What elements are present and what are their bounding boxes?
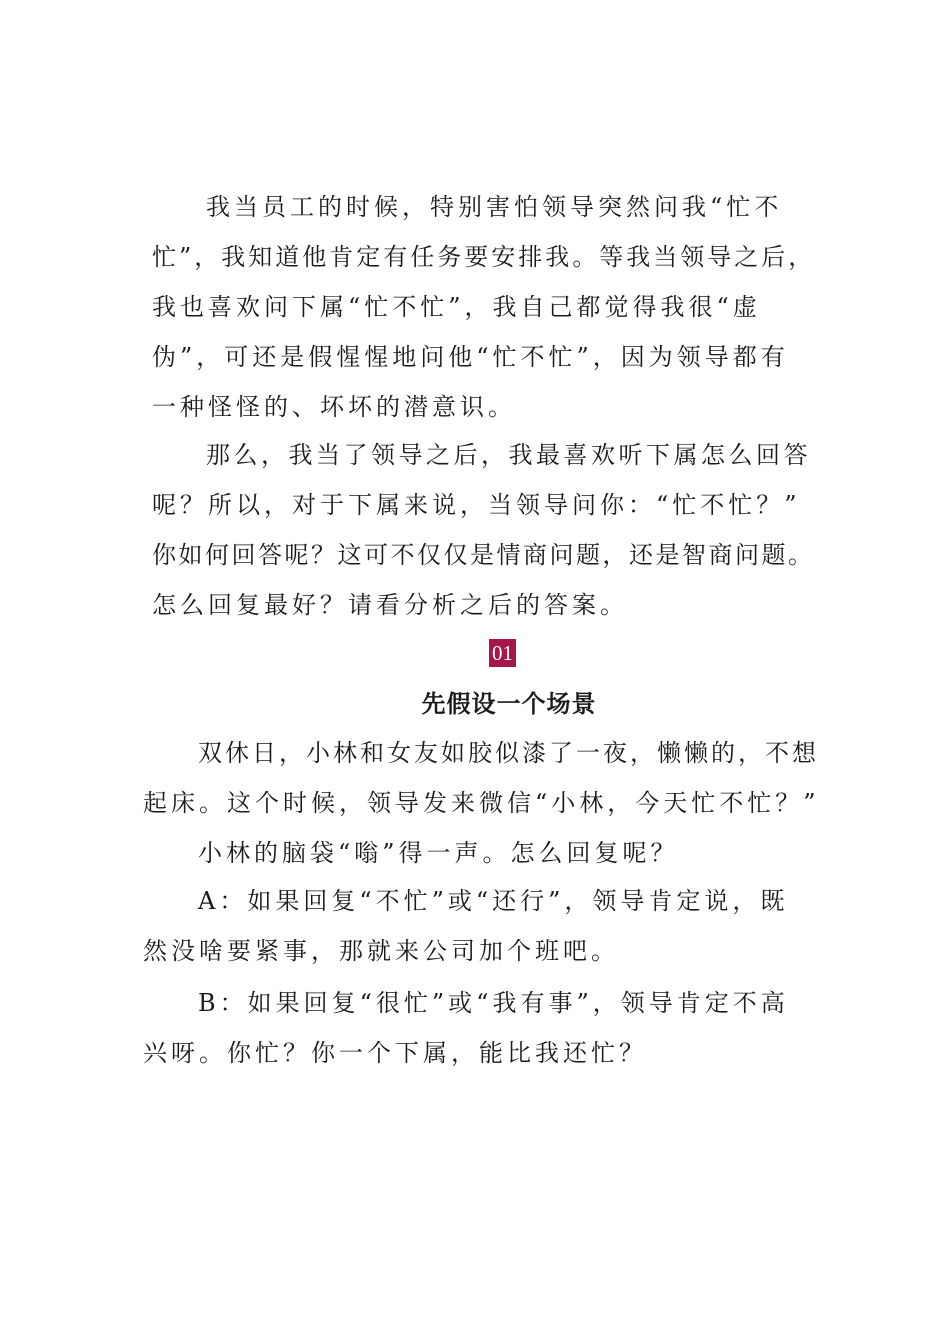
section-title: 先假设一个场景 (421, 689, 597, 718)
body-line-4: A：如果回复“不忙”或“还行”，领导肯定说，既 (198, 887, 789, 915)
body-line-2: 起床。这个时候，领导发来微信“小林，今天忙不忙？” (143, 789, 820, 817)
body-line-5: 然没啥要紧事，那就来公司加个班吧。 (143, 937, 619, 965)
intro-line-1: 我当员工的时候，特别害怕领导突然问我“忙不 (206, 193, 783, 221)
body-line-6: B：如果回复“很忙”或“我有事”，领导肯定不高 (198, 989, 789, 1017)
intro-line-5: 一种怪怪的、坏坏的潜意识。 (152, 393, 516, 421)
intro-line-3: 我也喜欢问下属“忙不忙”，我自己都觉得我很“虚 (152, 293, 761, 321)
intro-line-2: 忙”，我知道他肯定有任务要安排我。等我当领导之后， (152, 243, 816, 271)
intro-line-4: 伪”，可还是假惺惺地问他“忙不忙”，因为领导都有 (152, 343, 789, 371)
body-line-7: 兴呀。你忙？你一个下属，能比我还忙？ (143, 1039, 647, 1067)
intro-line-6: 那么，我当了领导之后，我最喜欢听下属怎么回答 (206, 441, 811, 469)
body-line-3: 小林的脑袋“嗡”得一声。怎么回复呢？ (198, 839, 679, 867)
intro-line-7: 呢？所以，对于下属来说，当领导问你：“忙不忙？” (152, 491, 801, 519)
intro-line-9: 怎么回复最好？请看分析之后的答案。 (152, 591, 628, 619)
intro-line-8: 你如何回答呢？这可不仅仅是情商问题，还是智商问题。 (152, 541, 815, 569)
section-number-badge: 01 (489, 639, 516, 667)
body-line-1: 双休日，小林和女友如胶似漆了一夜，懒懒的，不想 (198, 739, 819, 767)
